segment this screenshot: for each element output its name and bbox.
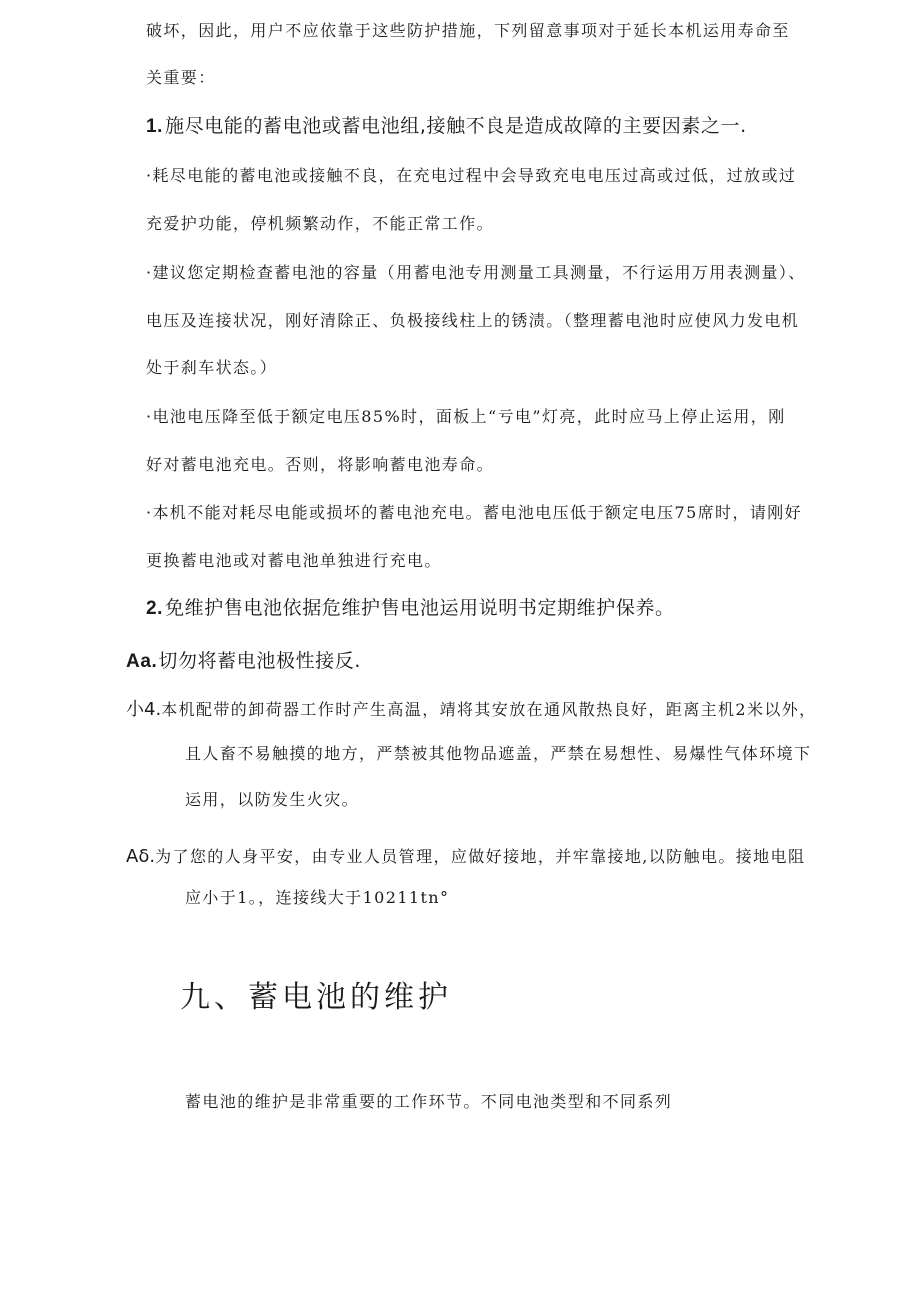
warning-text: 为了您的人身平安，由专业人员管理，应做好接地，并牢靠接地,以防触电。接地电阻 (155, 847, 806, 866)
warning-text-line: 应小于1。，连接线大于10211tn° (185, 888, 450, 907)
paragraph-line: 关重要： (146, 68, 216, 87)
list-item-number: 1. (146, 116, 164, 137)
warning-item-ad (126, 848, 805, 866)
list-item-text: 施尽电能的蓄电池或蓄电池组,接触不良是造成故障的主要因素之一. (165, 115, 747, 137)
warning-marker: Aδ. (126, 846, 156, 867)
warning-text: 切勿将蓄电池极性接反. (158, 650, 362, 672)
bullet-line: ·本机不能对耗尽电能或损坏的蓄电池充电。蓄电池电压低于额定电压75席时，请刚好 (146, 503, 803, 522)
bullet-line: 更换蓄电池或对蓄电池单独进行充电。 (146, 551, 442, 570)
warning-text: 本机配带的卸荷器工作时产生高温，靖将其安放在通风散热良好，距离主机2米以外， (161, 700, 817, 719)
section-heading: 九、蓄电池的维护 (180, 980, 452, 1015)
list-item-text: 免维护售电池依据危维护售电池运用说明书定期维护保养。 (165, 597, 675, 619)
bullet-line: 充爱护功能，停机频繁动作，不能正常工作。 (146, 214, 495, 233)
warning-item-small4 (126, 701, 817, 719)
list-item-2 (146, 599, 675, 618)
warning-item-aa (126, 652, 361, 671)
list-item-number: 2. (146, 598, 164, 619)
section-intro: 蓄电池的维护是非常重要的工作环节。不同电池类型和不同系列 (185, 1092, 673, 1111)
bullet-line: 电压及连接状况，刚好清除正、负极接线柱上的锈渍。（整理蓄电池时应使风力发电机 (146, 311, 800, 330)
warning-marker: 小4. (126, 699, 162, 720)
bullet-line: ·建议您定期检查蓄电池的容量（用蓄电池专用测量工具测量，不行运用万用表测量）、 (146, 263, 806, 282)
list-item-1 (146, 117, 747, 136)
paragraph-line: 破坏，因此，用户不应依靠于这些防护措施，下列留意事项对于延长本机运用寿命至 (146, 21, 790, 40)
warning-marker: Aa. (126, 651, 158, 672)
warning-text-line: 运用，以防发生火灾。 (185, 790, 360, 809)
bullet-line: 处于刹车状态。） (146, 358, 278, 377)
bullet-line: ·耗尽电能的蓄电池或接触不良，在充电过程中会导致充电电压过高或过低，过放或过 (146, 166, 797, 185)
bullet-line: ·电池电压降至低于额定电压85%时，面板上“亏电”灯亮，此时应马上停止运用，刚 (146, 407, 786, 426)
warning-text-line: 且人畜不易触摸的地方，严禁被其他物品遮盖，严禁在易想性、易爆性气体环境下 (185, 744, 812, 763)
bullet-line: 好对蓄电池充电。否则，将影响蓄电池寿命。 (146, 455, 495, 474)
